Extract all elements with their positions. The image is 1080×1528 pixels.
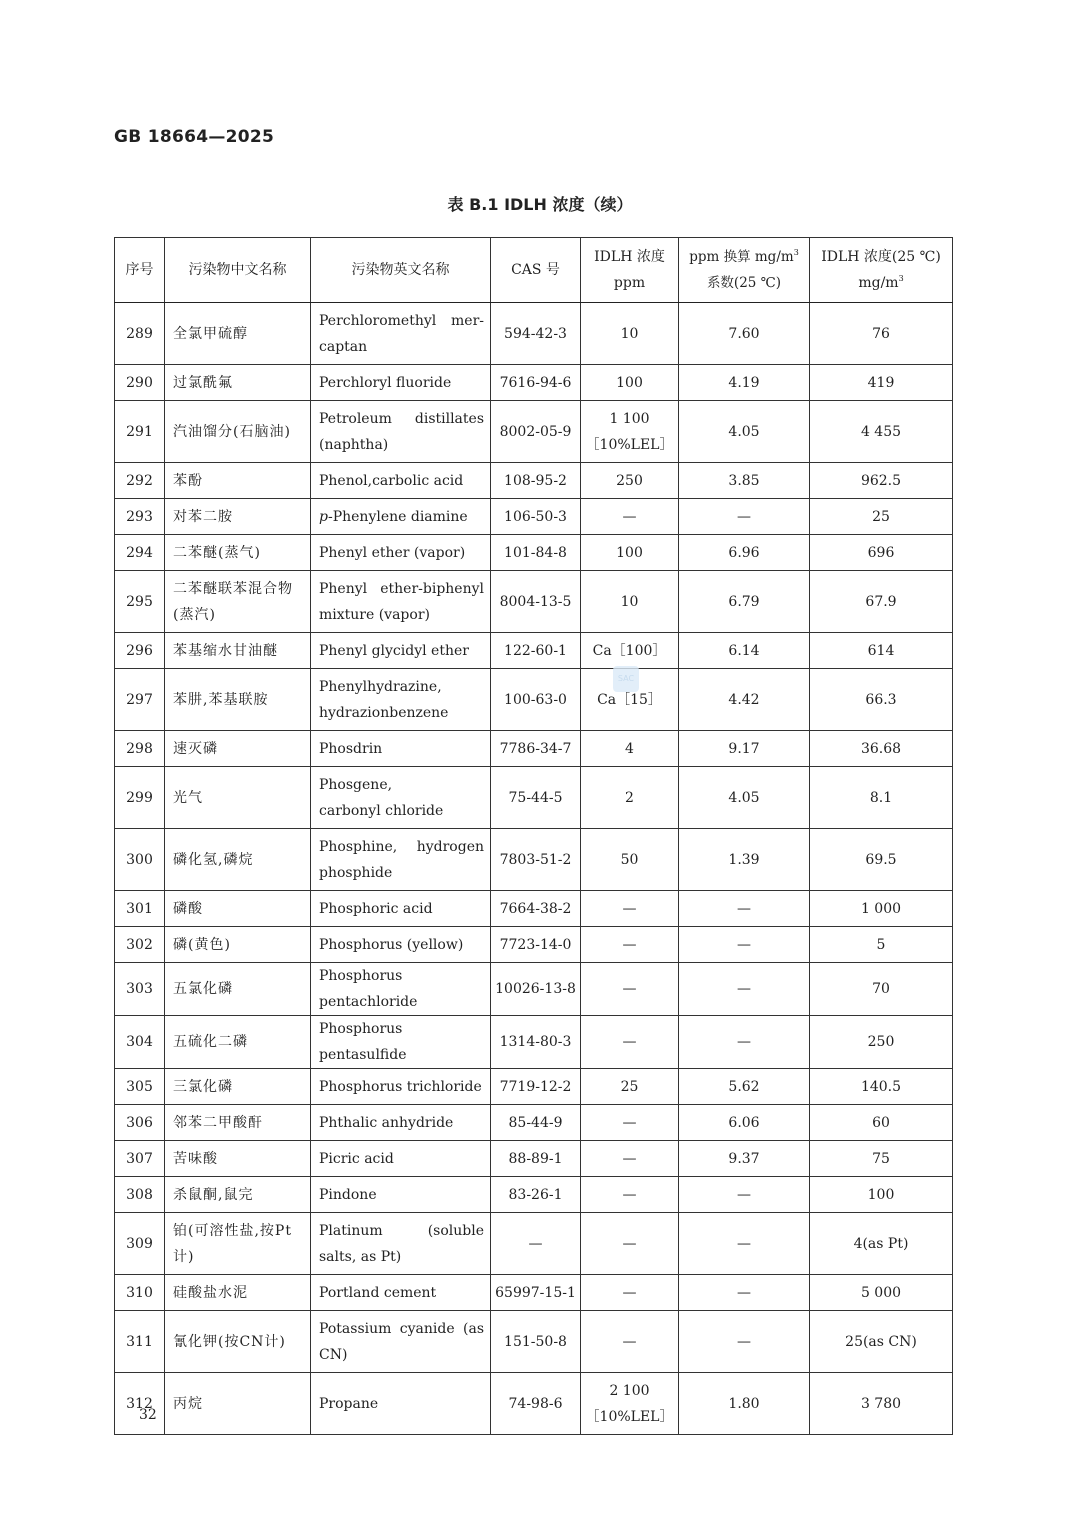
table-row (115, 829, 953, 891)
cell-en-name (311, 303, 491, 365)
cell-idlh-mg: 696 (810, 535, 953, 571)
cell-zh-name: 全氯甲硫醇 (165, 303, 311, 365)
en-name-text: Picric acid (319, 1150, 394, 1167)
idlh-ppm-value: — (622, 1114, 637, 1131)
en-name-text: Phenol,carbolic acid (319, 472, 464, 489)
cell-en-name (311, 1311, 491, 1373)
cell-cas: 65997-15-1 (491, 1275, 581, 1311)
idlh-ppm-value: 10 (620, 325, 639, 342)
table-header-row (115, 238, 953, 303)
cell-idlh-ppm (581, 303, 679, 365)
cell-no: 305 (115, 1069, 165, 1105)
en-name-text: Phosgene, (319, 776, 393, 793)
cell-idlh-mg: 419 (810, 365, 953, 401)
cell-idlh-mg: 70 (810, 963, 953, 1016)
cell-cas: 7719-12-2 (491, 1069, 581, 1105)
cell-idlh-mg: 1 000 (810, 891, 953, 927)
en-name-text: Perchloryl fluoride (319, 374, 452, 391)
table-row (115, 365, 953, 401)
cell-idlh-mg: 66.3 (810, 669, 953, 731)
cell-zh-name: 硅酸盐水泥 (165, 1275, 311, 1311)
cell-zh-name: 苯肼,苯基联胺 (165, 669, 311, 731)
table-row (115, 401, 953, 463)
col-header-factor-line2: 系数(25 ℃) (706, 275, 782, 291)
cell-idlh-ppm (581, 731, 679, 767)
en-name-text-line2: hydrazionbenzene (319, 704, 449, 721)
en-name-text: -Phenylene diamine (327, 508, 468, 525)
cell-conversion-factor: — (679, 891, 810, 927)
cell-conversion-factor: 1.39 (679, 829, 810, 891)
table-row (115, 1311, 953, 1373)
cell-idlh-mg: 614 (810, 633, 953, 669)
cell-conversion-factor: 4.42 (679, 669, 810, 731)
cell-no: 301 (115, 891, 165, 927)
en-name-text: Phosdrin (319, 740, 383, 757)
cell-idlh-mg: 75 (810, 1141, 953, 1177)
cell-no: 296 (115, 633, 165, 669)
cell-en-name (311, 1177, 491, 1213)
cell-en-name (311, 401, 491, 463)
table-row (115, 1373, 953, 1435)
table-row (115, 891, 953, 927)
cell-idlh-mg: 25 (810, 499, 953, 535)
cell-idlh-mg: 25(as CN) (810, 1311, 953, 1373)
cell-idlh-mg: 69.5 (810, 829, 953, 891)
en-name-text: Phosphorus trichloride (319, 1078, 482, 1095)
en-name-text: Phenyl glycidyl ether (319, 642, 469, 659)
cell-zh-name: 五氯化磷 (165, 963, 311, 1016)
en-name-text: Phosphorus pentasulfide (319, 1021, 407, 1063)
cell-cas: — (491, 1213, 581, 1275)
idlh-ppm-value: 100 (616, 374, 643, 391)
en-name-text: Phosphoric acid (319, 900, 433, 917)
cell-idlh-ppm (581, 463, 679, 499)
cell-idlh-ppm (581, 829, 679, 891)
idlh-ppm-value: 2 (625, 789, 634, 806)
cell-zh-name: 氰化钾(按CN计) (165, 1311, 311, 1373)
cell-no: 299 (115, 767, 165, 829)
cell-conversion-factor: 6.14 (679, 633, 810, 669)
en-name-text: Platinum (soluble salts, as Pt) (319, 1222, 484, 1265)
cell-no: 311 (115, 1311, 165, 1373)
en-name-text-line2: carbonyl chloride (319, 802, 444, 819)
cell-en-name (311, 1069, 491, 1105)
cell-en-name (311, 731, 491, 767)
cell-cas: 106-50-3 (491, 499, 581, 535)
idlh-ppm-value: — (622, 1333, 637, 1350)
cell-idlh-ppm (581, 891, 679, 927)
idlh-ppm-value: — (622, 1235, 637, 1252)
idlh-ppm-value: — (622, 936, 637, 953)
col-header-idlh-mg (810, 238, 953, 303)
idlh-ppm-value: — (622, 1034, 637, 1050)
table-row (115, 1213, 953, 1275)
cell-en-name (311, 1141, 491, 1177)
cell-en-name (311, 1105, 491, 1141)
idlh-ppm-value: Ca［100］ (592, 642, 667, 659)
cell-idlh-ppm (581, 1141, 679, 1177)
cell-no: 303 (115, 963, 165, 1016)
watermark-logo: SAC (613, 666, 639, 692)
cell-conversion-factor: 4.05 (679, 767, 810, 829)
cell-cas: 100-63-0 (491, 669, 581, 731)
cell-idlh-ppm (581, 767, 679, 829)
cell-no: 302 (115, 927, 165, 963)
cell-cas: 108-95-2 (491, 463, 581, 499)
cell-zh-name: 二苯醚(蒸气) (165, 535, 311, 571)
col-header-idlh-mg-sup: 3 (898, 274, 904, 283)
cell-conversion-factor: 6.96 (679, 535, 810, 571)
cell-idlh-ppm (581, 1177, 679, 1213)
cell-en-name (311, 669, 491, 731)
cell-zh-name: 三氯化磷 (165, 1069, 311, 1105)
cell-cas: 85-44-9 (491, 1105, 581, 1141)
cell-idlh-mg: 3 780 (810, 1373, 953, 1435)
cell-idlh-mg: 60 (810, 1105, 953, 1141)
idlh-ppm-value: — (622, 1284, 637, 1301)
cell-no: 306 (115, 1105, 165, 1141)
en-name-text: Perchloromethyl mer- captan (319, 312, 484, 355)
cell-cas: 8004-13-5 (491, 571, 581, 633)
cell-conversion-factor: 9.37 (679, 1141, 810, 1177)
table-row (115, 669, 953, 731)
cell-zh-name: 对苯二胺 (165, 499, 311, 535)
cell-en-name (311, 1016, 491, 1069)
cell-cas: 88-89-1 (491, 1141, 581, 1177)
cell-idlh-mg: 67.9 (810, 571, 953, 633)
cell-conversion-factor: 6.79 (679, 571, 810, 633)
idlh-ppm-value: 1 100 (609, 410, 650, 427)
cell-idlh-ppm (581, 365, 679, 401)
cell-en-name (311, 1373, 491, 1435)
cell-conversion-factor: 3.85 (679, 463, 810, 499)
table-row (115, 499, 953, 535)
idlh-ppm-value: Ca［15］ (597, 691, 662, 708)
cell-zh-name: 磷化氢,磷烷 (165, 829, 311, 891)
cell-en-name (311, 365, 491, 401)
cell-zh-name: 铂(可溶性盐,按Pt计) (165, 1213, 311, 1275)
en-name-text: Potassium cyanide (as CN) (319, 1320, 484, 1363)
table-row (115, 767, 953, 829)
cell-idlh-mg: 4 455 (810, 401, 953, 463)
cell-idlh-ppm (581, 401, 679, 463)
cell-zh-name: 苯基缩水甘油醚 (165, 633, 311, 669)
en-name-text: Phenylhydrazine, (319, 678, 442, 695)
cell-cas: 83-26-1 (491, 1177, 581, 1213)
cell-idlh-ppm (581, 633, 679, 669)
table-row (115, 571, 953, 633)
idlh-ppm-value: — (622, 508, 637, 525)
cell-zh-name: 丙烷 (165, 1373, 311, 1435)
cell-en-name (311, 1275, 491, 1311)
cell-en-name (311, 633, 491, 669)
cell-no: 309 (115, 1213, 165, 1275)
cell-idlh-mg: 8.1 (810, 767, 953, 829)
table-row (115, 303, 953, 365)
cell-idlh-mg: 140.5 (810, 1069, 953, 1105)
cell-no: 297 (115, 669, 165, 731)
cell-idlh-ppm (581, 499, 679, 535)
cell-idlh-ppm (581, 927, 679, 963)
cell-idlh-mg: 100 (810, 1177, 953, 1213)
cell-idlh-ppm (581, 1275, 679, 1311)
cell-idlh-mg: 36.68 (810, 731, 953, 767)
cell-idlh-ppm (581, 535, 679, 571)
cell-idlh-ppm (581, 1311, 679, 1373)
table-row (115, 1069, 953, 1105)
idlh-ppm-value: 100 (616, 544, 643, 561)
table-row (115, 1105, 953, 1141)
cell-conversion-factor: — (679, 1016, 810, 1069)
cell-cas: 75-44-5 (491, 767, 581, 829)
cell-zh-name: 苯酚 (165, 463, 311, 499)
cell-idlh-ppm (581, 1016, 679, 1069)
cell-en-name (311, 767, 491, 829)
cell-conversion-factor: — (679, 499, 810, 535)
cell-idlh-mg: 5 000 (810, 1275, 953, 1311)
cell-idlh-ppm (581, 1105, 679, 1141)
cell-idlh-ppm (581, 571, 679, 633)
table-row (115, 1177, 953, 1213)
table-row (115, 1141, 953, 1177)
col-header-en-name: 污染物英文名称 (311, 238, 491, 303)
cell-conversion-factor: — (679, 1275, 810, 1311)
cell-cas: 7786-34-7 (491, 731, 581, 767)
table-row (115, 463, 953, 499)
idlh-ppm-note: ［10%LEL］ (585, 436, 674, 453)
cell-no: 292 (115, 463, 165, 499)
col-header-idlh-ppm-line1: IDLH 浓度 (594, 249, 665, 265)
cell-zh-name: 过氯酰氟 (165, 365, 311, 401)
cell-conversion-factor: — (679, 1213, 810, 1275)
page-number: 32 (139, 1407, 157, 1423)
en-name-text: Pindone (319, 1186, 377, 1203)
idlh-ppm-value: — (622, 981, 637, 997)
cell-en-name (311, 535, 491, 571)
cell-idlh-mg: 4(as Pt) (810, 1213, 953, 1275)
cell-cas: 594-42-3 (491, 303, 581, 365)
cell-no: 291 (115, 401, 165, 463)
cell-no: 293 (115, 499, 165, 535)
cell-no: 289 (115, 303, 165, 365)
cell-cas: 8002-05-9 (491, 401, 581, 463)
col-header-idlh-ppm (581, 238, 679, 303)
en-name-text: Propane (319, 1395, 379, 1412)
en-name-text: Petroleum distillates (naphtha) (319, 410, 484, 453)
cell-cas: 151-50-8 (491, 1311, 581, 1373)
cell-conversion-factor: — (679, 963, 810, 1016)
col-header-factor-sup: 3 (793, 248, 799, 257)
cell-no: 308 (115, 1177, 165, 1213)
cell-no: 290 (115, 365, 165, 401)
cell-en-name (311, 463, 491, 499)
cell-cas: 1314-80-3 (491, 1016, 581, 1069)
table-row (115, 633, 953, 669)
col-header-idlh-ppm-line2: ppm (613, 275, 646, 291)
cell-en-name (311, 1213, 491, 1275)
cell-idlh-ppm (581, 1069, 679, 1105)
cell-idlh-mg: 76 (810, 303, 953, 365)
table-row (115, 927, 953, 963)
cell-conversion-factor: — (679, 927, 810, 963)
cell-zh-name: 光气 (165, 767, 311, 829)
table-row (115, 963, 953, 1016)
idlh-ppm-value: — (622, 1150, 637, 1167)
cell-cas: 7616-94-6 (491, 365, 581, 401)
cell-zh-name: 磷(黄色) (165, 927, 311, 963)
table-title: 表 B.1 IDLH 浓度（续） (447, 195, 633, 214)
cell-en-name (311, 571, 491, 633)
col-header-factor-line1: ppm 换算 mg/m (689, 249, 794, 265)
cell-idlh-ppm (581, 1373, 679, 1435)
idlh-ppm-value: — (622, 1186, 637, 1203)
cell-conversion-factor: 4.19 (679, 365, 810, 401)
standard-code: GB 18664—2025 (114, 127, 275, 147)
cell-no: 295 (115, 571, 165, 633)
cell-no: 312 (115, 1373, 165, 1435)
cell-en-name (311, 927, 491, 963)
col-header-idlh-mg-line2: mg/m (858, 275, 899, 291)
cell-no: 307 (115, 1141, 165, 1177)
en-name-text: Portland cement (319, 1284, 437, 1301)
cell-conversion-factor: 5.62 (679, 1069, 810, 1105)
cell-conversion-factor: 1.80 (679, 1373, 810, 1435)
cell-conversion-factor: 4.05 (679, 401, 810, 463)
cell-zh-name: 杀鼠酮,鼠完 (165, 1177, 311, 1213)
table-row (115, 535, 953, 571)
en-name-text: Phosphine, hydrogen phosphide (319, 838, 484, 881)
cell-en-name (311, 963, 491, 1016)
cell-no: 294 (115, 535, 165, 571)
cell-en-name (311, 891, 491, 927)
cell-zh-name: 磷酸 (165, 891, 311, 927)
table-row (115, 731, 953, 767)
cell-conversion-factor: — (679, 1311, 810, 1373)
cell-zh-name: 苦味酸 (165, 1141, 311, 1177)
table-row (115, 1016, 953, 1069)
cell-en-name (311, 829, 491, 891)
cell-cas: 10026-13-8 (491, 963, 581, 1016)
cell-zh-name: 汽油馏分(石脑油) (165, 401, 311, 463)
idlh-ppm-value: 10 (620, 593, 639, 610)
table-body (115, 303, 953, 1435)
cell-no: 310 (115, 1275, 165, 1311)
cell-no: 304 (115, 1016, 165, 1069)
cell-cas: 74-98-6 (491, 1373, 581, 1435)
en-name-text: Phenyl ether (vapor) (319, 544, 466, 561)
en-name-text: Phosphorus pentachloride (319, 968, 418, 1010)
cell-idlh-ppm (581, 1213, 679, 1275)
col-header-no: 序号 (115, 238, 165, 303)
en-name-text: Phenyl ether-biphenyl mixture (vapor) (319, 580, 484, 623)
idlh-ppm-note: ［10%LEL］ (585, 1408, 674, 1425)
cell-cas: 7664-38-2 (491, 891, 581, 927)
cell-cas: 122-60-1 (491, 633, 581, 669)
col-header-idlh-mg-line1: IDLH 浓度(25 ℃) (821, 249, 941, 265)
cell-idlh-mg: 5 (810, 927, 953, 963)
cell-no: 298 (115, 731, 165, 767)
idlh-ppm-value: 4 (625, 740, 634, 757)
en-name-prefix: p (319, 508, 328, 525)
cell-conversion-factor: 7.60 (679, 303, 810, 365)
en-name-text: Phthalic anhydride (319, 1114, 454, 1131)
cell-conversion-factor: — (679, 1177, 810, 1213)
cell-zh-name: 五硫化二磷 (165, 1016, 311, 1069)
idlh-ppm-value: 50 (620, 851, 639, 868)
cell-no: 300 (115, 829, 165, 891)
cell-zh-name: 速灭磷 (165, 731, 311, 767)
cell-conversion-factor: 6.06 (679, 1105, 810, 1141)
idlh-ppm-value: 2 100 (609, 1382, 650, 1399)
cell-zh-name: 邻苯二甲酸酐 (165, 1105, 311, 1141)
col-header-zh-name: 污染物中文名称 (165, 238, 311, 303)
cell-idlh-mg: 962.5 (810, 463, 953, 499)
cell-conversion-factor: 9.17 (679, 731, 810, 767)
cell-idlh-mg: 250 (810, 1016, 953, 1069)
cell-zh-name: 二苯醚联苯混合物(蒸汽) (165, 571, 311, 633)
col-header-cas: CAS 号 (491, 238, 581, 303)
cell-cas: 7803-51-2 (491, 829, 581, 891)
cell-idlh-ppm (581, 963, 679, 1016)
idlh-ppm-value: 25 (620, 1078, 639, 1095)
en-name-text: Phosphorus (yellow) (319, 936, 464, 953)
cell-cas: 101-84-8 (491, 535, 581, 571)
table-row (115, 1275, 953, 1311)
col-header-conversion-factor (679, 238, 810, 303)
idlh-ppm-value: 250 (616, 472, 643, 489)
cell-en-name (311, 499, 491, 535)
idlh-ppm-value: — (622, 900, 637, 917)
cell-cas: 7723-14-0 (491, 927, 581, 963)
idlh-table (114, 237, 953, 1435)
